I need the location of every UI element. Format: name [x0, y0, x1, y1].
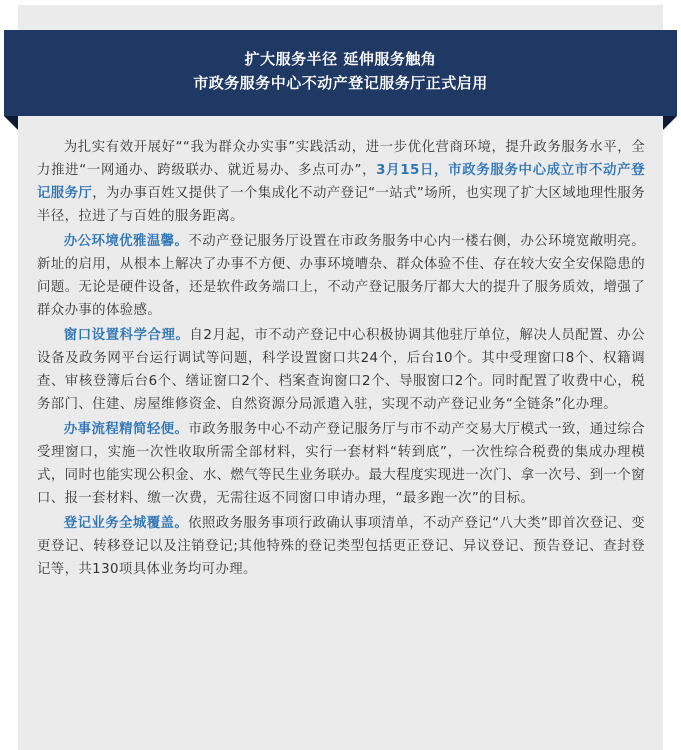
- article-body: [37, 136, 645, 583]
- section-heading: 办公环境优雅温馨。: [63, 234, 189, 249]
- banner-fold-right: [663, 116, 677, 130]
- section-paragraph: [37, 512, 645, 581]
- banner-title-line-2: 市政务服务中心不动产登记服务厅正式启用: [193, 74, 488, 92]
- banner-title-line-1: 扩大服务半径 延伸服务触角: [244, 50, 437, 68]
- title-banner: [4, 30, 677, 116]
- section-paragraph: [37, 230, 645, 322]
- intro-highlight: 3月15日，市政务服务中心成立市不动产登记服务厅: [37, 163, 645, 201]
- section-heading: 窗口设置科学合理。: [63, 328, 190, 343]
- section-text: 市政务服务中心不动产登记服务厅与市不动产交易大厅模式一致，通过综合受理窗口，实施一次性收取所需全部材料，实行一套材料“转到底”，一次性综合税费的集成办理模式，同时也能实现公积金、水、燃气等民生业务联办。最大程度实现进一次门、拿一次号、到一个窗口、报一套材料、缴一次费，无需往返不同窗口申请办理，“最多跑一次”的目标。: [37, 422, 645, 506]
- section-text: 依照政务服务事项行政确认事项清单，不动产登记“八大类”即首次登记、变更登记、转移登记以及注销登记;其他特殊的登记类型包括更正登记、异议登记、预告登记、查封登记等，共130项具体业务均可办理。: [37, 516, 645, 577]
- section-paragraph: [37, 418, 645, 510]
- section-heading: 办事流程精简轻便。: [63, 422, 189, 437]
- section-paragraph: [37, 324, 645, 416]
- intro-lead: 为扎实有效开展好““我为群众办实事”实践活动，进一步优化营商环境，提升政务服务水平，全力推进“一网通办、跨级联办、就近易办、多点可办”，: [37, 140, 645, 178]
- section-heading: 登记业务全城覆盖。: [63, 516, 189, 531]
- banner-fold-left: [4, 116, 18, 130]
- section-text: 自2月起，市不动产登记中心积极协调其他驻厅单位，解决人员配置、办公设备及政务网平台运行调试等问题，科学设置窗口共24个，后台10个。其中受理窗口8个、权籍调查、审核登簿后台6个、缮证窗口2个、档案查询窗口2个、导服窗口2个。同时配置了收费中心，税务部门、住建、房屋维修资金、自然资源分局派遣入驻，实现不动产登记业务“全链条”化办理。: [37, 328, 645, 412]
- intro-tail: ，为办事百姓又提供了一个集成化不动产登记“一站式”场所，也实现了扩大区域地理性服务半径，拉进了与百姓的服务距离。: [37, 186, 645, 224]
- section-text: 不动产登记服务厅设置在市政务服务中心内一楼右侧，办公环境宽敞明亮。新址的启用，从根本上解决了办事不方便、办事环境嘈杂、群众体验不佳、存在较大安全安保隐患的问题。无论是硬件设备，还是软件政务端口上，不动产登记服务厅都大大的提升了服务质效，增强了群众办事的体验感。: [37, 234, 645, 318]
- intro-paragraph: [37, 136, 645, 228]
